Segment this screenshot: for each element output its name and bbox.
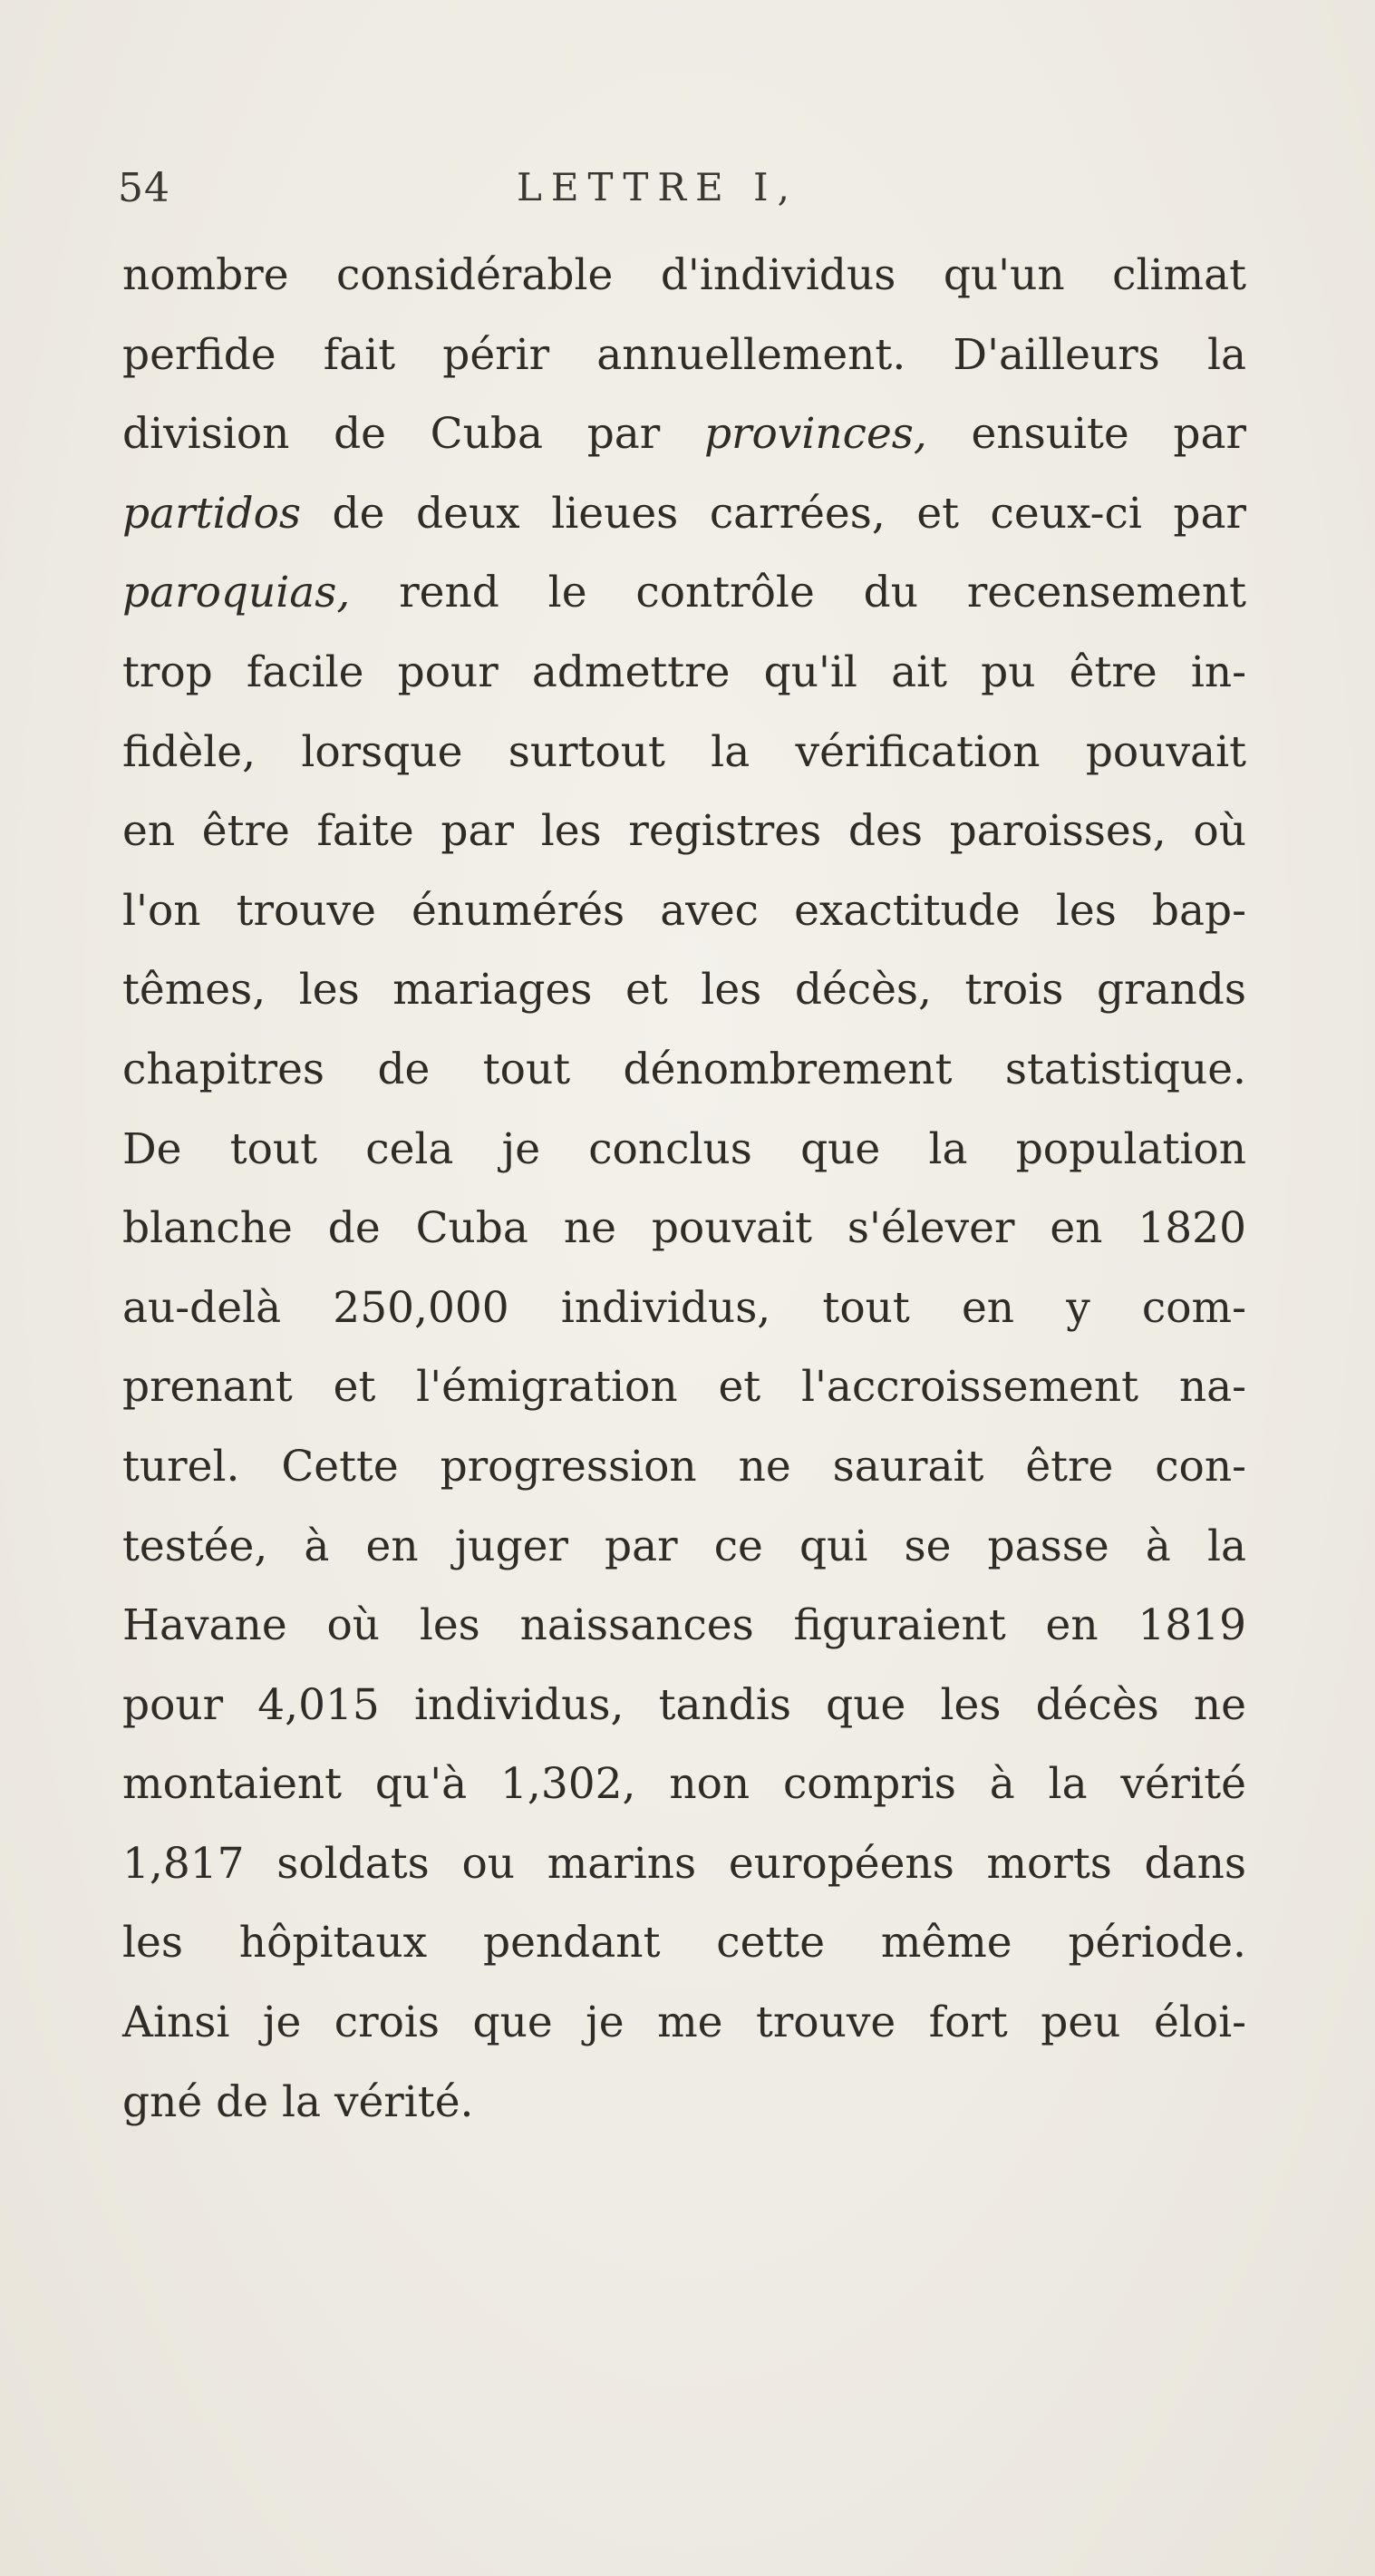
text-line: trop facile pour admettre qu'il ait pu être in-	[122, 646, 1246, 697]
running-head: LETTRE I,	[517, 165, 799, 209]
text-line: turel. Cette progression ne saurait être con-	[122, 1441, 1246, 1492]
text-line: l'on trouve énumérés avec exactitude les bap-	[122, 885, 1246, 936]
text-line: 1,817 soldats ou marins européens morts dans	[122, 1838, 1246, 1889]
italic-term: partidos	[122, 488, 301, 539]
text-line: Ainsi je crois que je me trouve fort peu éloi-	[122, 1998, 1246, 2048]
page-header	[118, 165, 1242, 219]
text-line: testée, à en juger par ce qui se passe à la	[122, 1521, 1246, 1571]
text-line: fidèle, lorsque surtout la vérification pouvait	[122, 726, 1246, 777]
text-line: au-delà 250,000 individus, tout en y com-	[122, 1282, 1246, 1333]
text-line: partidos de deux lieues carrées, et ceux-ci par	[122, 488, 1246, 539]
text-line: prenant et l'émigration et l'accroissement na-	[122, 1362, 1246, 1413]
text-line: montaient qu'à 1,302, non compris à la vérité	[122, 1759, 1246, 1810]
body-text	[122, 236, 1246, 2142]
text-line: Havane où les naissances figuraient en 1819	[122, 1600, 1246, 1651]
text-line: têmes, les mariages et les décès, trois grands	[122, 965, 1246, 1016]
text-line: De tout cela je conclus que la population	[122, 1123, 1246, 1174]
italic-term: provinces,	[703, 409, 927, 460]
text-line: en être faite par les registres des paroisses, où	[122, 806, 1246, 857]
text-line: nombre considérable d'individus qu'un climat	[122, 250, 1246, 300]
page-number: 54	[118, 165, 170, 211]
text-line: division de Cuba par provinces, ensuite par	[122, 409, 1246, 460]
text-line: chapitres de tout dénombrement statistique.	[122, 1044, 1246, 1094]
text-line: pour 4,015 individus, tandis que les décès ne	[122, 1679, 1246, 1730]
text-line: paroquias, rend le contrôle du recensement	[122, 568, 1246, 618]
text-line: perfide fait périr annuellement. D'ailleurs la	[122, 329, 1246, 380]
text-line: gné de la vérité.	[122, 2076, 474, 2127]
italic-term: paroquias,	[122, 568, 351, 618]
text-line: les hôpitaux pendant cette même période.	[122, 1918, 1246, 1968]
text-line: blanche de Cuba ne pouvait s'élever en 1820	[122, 1203, 1246, 1254]
